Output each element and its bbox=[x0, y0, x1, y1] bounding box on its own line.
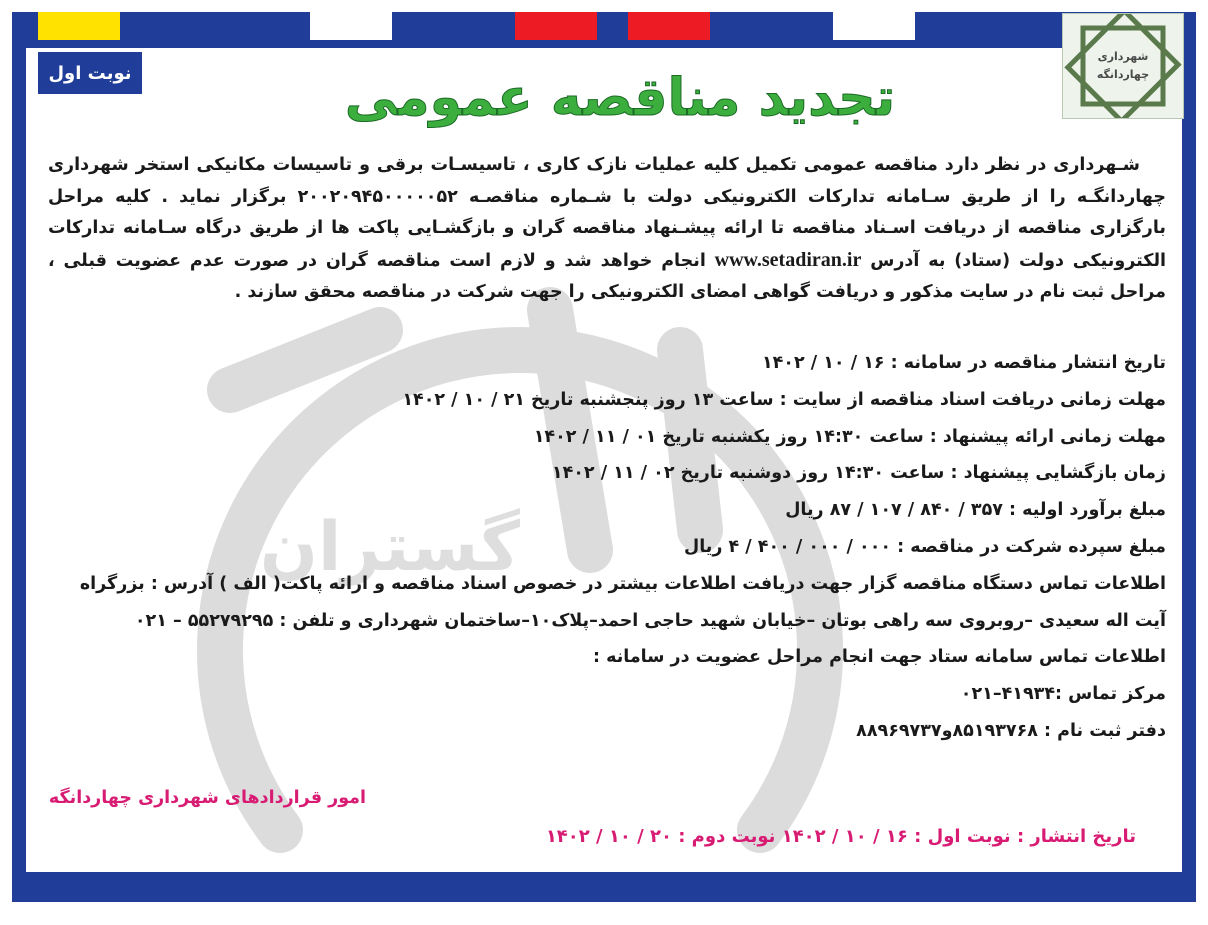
notice-paragraph: شـهرداری در نظر دارد مناقصه عمومی تکمیل کلیه عملیات نازک کاری ، تاسیسـات برقی و تاسیسات مکانیکی استخر شهرداری چهاردانگـه را از طریق سـامانه تدارکات الکترونیکی دولت با شـماره مناقصـه ۲۰۰۲۰۹۴۵۰۰۰۰۰۵۲ برگزار نماید . کلیه مراحل بارگزاری مناقصه از دریافت اسـناد مناقصه تا ارائه پیشـنهاد مناقصه گران و بازگشـایی پاکت ها از طریق درگاه سـامانه تدارکات الکترونیکی دولت (ستاد) به آدرس bbox=[48, 155, 1167, 271]
publish-date-line: تاریخ انتشار مناقصه در سامانه : ۱۶ / ۱۰ / ۱۴۰۲ bbox=[761, 353, 1166, 373]
logo-text-line1: شهرداری bbox=[1097, 50, 1149, 63]
color-chip-white bbox=[310, 12, 392, 40]
color-chip-white bbox=[833, 12, 915, 40]
logo-text-line2: چهاردانگه bbox=[1096, 68, 1150, 81]
edition-badge: نوبت اول bbox=[38, 52, 142, 94]
color-chip-red bbox=[628, 12, 710, 40]
page-title: تجدید مناقصه عمومی bbox=[344, 68, 896, 128]
registration-line: دفتر ثبت نام : ۸۵۱۹۳۷۶۸و۸۸۹۶۹۷۳۷ bbox=[856, 720, 1166, 741]
deposit-line: مبلغ سپرده شرکت در مناقصه : ۰۰۰ / ۰۰۰ / ۴۰۰ / ۴ ریال bbox=[684, 536, 1166, 557]
setad-info-line: اطلاعات تماس سامانه ستاد جهت انجام مراحل عضویت در سامانه : bbox=[592, 647, 1166, 668]
call-center-line: مرکز تماس :۴۱۹۳۴–۰۲۱ bbox=[960, 684, 1166, 705]
contracts-office-signature: امور قراردادهای شهرداری چهاردانگه bbox=[48, 788, 366, 808]
estimate-line: مبلغ برآورد اولیه : ۳۵۷ / ۸۴۰ / ۱۰۷ / ۸۷ ریال bbox=[785, 500, 1166, 521]
tender-details bbox=[50, 345, 1166, 750]
notice-paragraph-end: انجام خواهد شد و لازم است مناقصه گران در صورت عدم عضویت قبلی ، مراحل ثبت نام در سایت مذکور و دریافت گواهی امضای الکترونیکی را جهت شرکت در مناقصه محقق سازند . bbox=[48, 250, 1166, 303]
publication-dates: تاریخ انتشار : نوبت اول : ۱۶ / ۱۰ / ۱۴۰۲ نوبت دوم : ۲۰ / ۱۰ / ۱۴۰۲ bbox=[545, 826, 1136, 847]
opening-time-line: زمان بازگشایی پیشنهاد : ساعت ۱۴:۳۰ روز دوشنبه تاریخ ۰۲ / ۱۱ / ۱۴۰۲ bbox=[551, 463, 1166, 484]
color-chip-red bbox=[515, 12, 597, 40]
notice-body bbox=[48, 150, 1166, 309]
municipality-emblem-icon bbox=[1062, 13, 1184, 119]
contact-line-1: اطلاعات تماس دستگاه مناقصه گزار جهت دریافت اطلاعات بیشتر در خصوص اسناد مناقصه و ارائه پاکت( الف ) آدرس : بزرگراه bbox=[79, 573, 1166, 594]
website-link[interactable]: www.setadiran.ir bbox=[714, 248, 862, 271]
watermark-text: گستران bbox=[259, 508, 521, 587]
document-deadline-line: مهلت زمانی دریافت اسناد مناقصه از سایت : ساعت ۱۳ روز پنجشنبه تاریخ ۲۱ / ۱۰ / ۱۴۰۲ bbox=[402, 389, 1166, 410]
contact-line-2: آیت اله سعیدی –روبروی سه راهی بوتان –خیابان شهید حاجی احمد–پلاک۱۰–ساختمان شهرداری و تلفن : ۵۵۲۷۹۲۹۵ – ۰۲۱ bbox=[134, 610, 1166, 631]
color-chip-yellow bbox=[38, 12, 120, 40]
bid-deadline-line: مهلت زمانی ارائه پیشنهاد : ساعت ۱۴:۳۰ روز یکشنبه تاریخ ۰۱ / ۱۱ / ۱۴۰۲ bbox=[533, 426, 1166, 447]
